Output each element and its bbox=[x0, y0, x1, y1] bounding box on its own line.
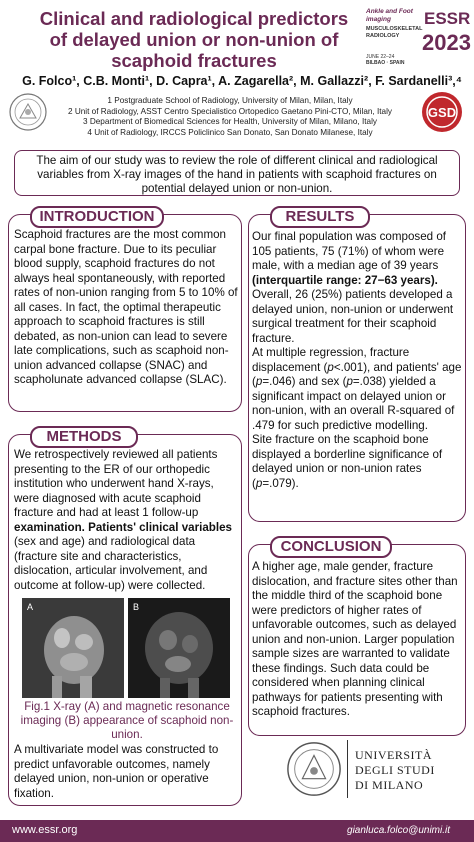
affiliations bbox=[40, 96, 420, 138]
gsd-logo-icon bbox=[420, 90, 464, 134]
footer-bar bbox=[0, 820, 474, 842]
poster-header bbox=[0, 0, 474, 145]
conclusion-text: A higher age, male gender, fracture dislocation, and fracture sites other than the middle third of the scaphoid bone were predictors of higher rates of unfavorable outcomes, such as delayed union and non-union. Larger population sample sizes are warranted to validate these findings. Such data could be considered when planning clinical pathways for patients presenting with scaphoid fractures. bbox=[252, 560, 458, 718]
results-heading: RESULTS bbox=[270, 206, 370, 228]
congress-year: 2023 bbox=[422, 30, 471, 55]
essr-congress-logo bbox=[366, 4, 470, 70]
gsd-logo-text: GSD bbox=[427, 105, 457, 120]
methods-heading: METHODS bbox=[30, 426, 138, 448]
university-line3: DI MILANO bbox=[355, 778, 424, 792]
methods-text-bold: examination. Patients' clinical variables bbox=[14, 520, 232, 534]
results-text-p1: Our final population was composed of 105 patients, 75 (71%) of whom were male, with a median age of 39 years bbox=[252, 230, 446, 272]
affiliation-1: 1 Postgraduate School of Radiology, University of Milan, Milan, Italy bbox=[107, 96, 353, 105]
congress-dates: JUNE 22–24 bbox=[366, 54, 395, 60]
university-line1: UNIVERSITÀ bbox=[355, 748, 432, 762]
congress-tagline: Ankle and Foot imaging bbox=[366, 8, 413, 23]
authors-line: G. Folco¹, C.B. Monti¹, D. Capra¹, A. Zagarella², M. Gallazzi², F. Sardanelli³,⁴ bbox=[22, 74, 462, 88]
methods-text-c: A multivariate model was constructed to predict unfavorable outcomes, namely delayed union, non-union or operative fixation. bbox=[14, 743, 219, 800]
figure-caption: Fig.1 X-ray (A) and magnetic resonance imaging (B) appearance of scaphoid non-union. bbox=[20, 700, 234, 741]
results-text-iqr: (interquartile range: 27−63 years). bbox=[252, 273, 438, 287]
footer-email-link[interactable]: gianluca.folco@unimi.it bbox=[347, 825, 450, 836]
affiliation-4: 4 Unit of Radiology, IRCCS Policlinico San Donato, San Donato Milanese, Italy bbox=[87, 127, 373, 137]
introduction-text: Scaphoid fractures are the most common carpal bone fracture. Due to its peculiar blood supply, scaphoid fractures do not always heal spontaneously, with reported rates of non-union ranging from 5 to 10% of all cases. In fact, the optimal therapeutic approach to scaphoid fractures is still debated, as non-union can lead to severe late complications, such as scaphoid non-union advanced collapse (SNAC) and scapholunate advanced collapse (SLAC). bbox=[14, 228, 238, 386]
aim-box: The aim of our study was to review the role of different clinical and radiological variables from X-ray images of the hand in patients with scaphoid fractures on potential delayed union or non-union. bbox=[14, 150, 460, 196]
university-line2: DEGLI STUDI bbox=[355, 763, 435, 777]
conclusion-heading: CONCLUSION bbox=[270, 536, 392, 558]
figure-label-a: A bbox=[27, 602, 34, 612]
affiliation-3: 3 Department of Biomedical Sciences for Health, University of Milan, Milano, Italy bbox=[83, 117, 377, 126]
introduction-heading: INTRODUCTION bbox=[30, 206, 164, 228]
congress-place: BILBAO · SPAIN bbox=[366, 60, 405, 66]
figure-label-b: B bbox=[133, 602, 140, 612]
poster-title: Clinical and radiological predictors of delayed union or non-union of scaphoid fractures bbox=[39, 8, 349, 71]
footer-website-link[interactable]: www.essr.org bbox=[12, 824, 78, 836]
university-seal-icon bbox=[285, 740, 343, 798]
affiliation-2: 2 Unit of Radiology, ASST Centro Specialistico Ortopedico Gaetano Pini-CTO, Milan, Italy bbox=[67, 106, 392, 116]
methods-text bbox=[14, 448, 240, 593]
university-logo bbox=[285, 740, 465, 804]
results-text: Our final population was composed of 105 patients, 75 (71%) of whom were male, with a median age of 39 years (interquartile range: 27−63 years). Overall, 26 (25%) patients developed a delayed union, non-union or underwent surgical treatment for their scaphoid fracture. At multiple regression, fracture displacement (p<.001), and patients' age (p=.046) and sex (p=.038) yielded a significant impact on delayed union or non-union, with an overall R-squared of .479 for such predictive modelling. Site fracture on the scaphoid bone displayed a borderline significance of delayed union or non-union rates (p=.079). bbox=[252, 230, 462, 490]
figure-xray-mri bbox=[22, 598, 230, 698]
methods-text-b: (sex and age) and radiological data (fracture site and characteristics, dislocation, articular involvement, and outcome at follow-up) were collected. bbox=[14, 535, 208, 592]
congress-subtitle: MUSCULOSKELETAL RADIOLOGY bbox=[366, 26, 423, 39]
methods-text-a: We retrospectively reviewed all patients presenting to the ER of our orthopedic institution who underwent hand X-rays, were diagnosed with acute scaphoid fracture and had at least 1 follow-up bbox=[14, 448, 218, 519]
congress-name: ESSR bbox=[424, 9, 471, 28]
results-text-p2: Overall, 26 (25%) patients developed a delayed union, non-union or underwent surgical treatment for their scaphoid fracture. bbox=[252, 288, 454, 345]
